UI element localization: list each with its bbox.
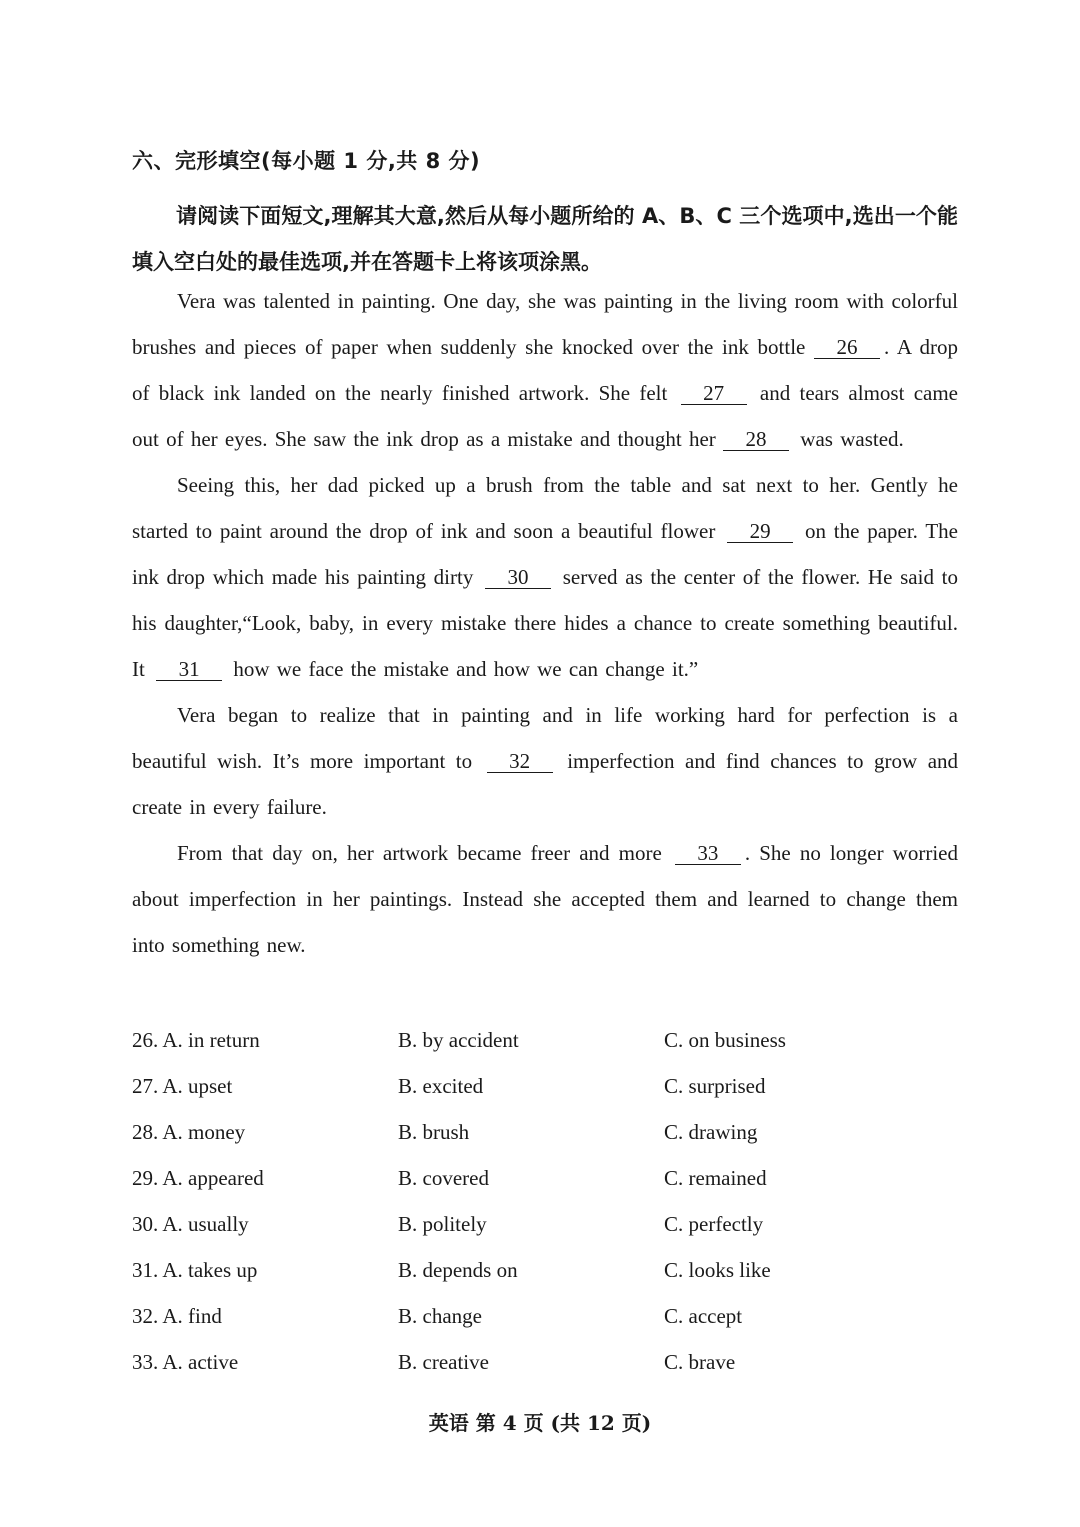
- option-row-31: [132, 1247, 958, 1293]
- blank-27: 27: [681, 382, 747, 405]
- passage-text: Vera began to realize that in painting and in life working hard for perfection is a beautiful wish. It’s more important to: [132, 703, 958, 773]
- passage-text: From that day on, her artwork became freer and more: [177, 841, 662, 865]
- option-b: B. change: [398, 1304, 482, 1328]
- option-a: 27. A. upset: [132, 1074, 233, 1098]
- option-b: B. creative: [398, 1350, 489, 1374]
- option-a: 30. A. usually: [132, 1212, 249, 1236]
- option-b: B. politely: [398, 1212, 487, 1236]
- option-c: C. drawing: [664, 1120, 758, 1144]
- option-c: C. accept: [664, 1304, 743, 1328]
- blank-32: 32: [487, 750, 553, 773]
- option-row-27: [132, 1063, 958, 1109]
- blank-26: 26: [814, 336, 880, 359]
- passage-text: and tears almost came out of her eyes. She saw the ink drop as a mistake and thought her: [132, 381, 959, 451]
- option-row-28: [132, 1109, 958, 1155]
- option-b: B. brush: [398, 1120, 470, 1144]
- blank-29: 29: [727, 520, 793, 543]
- option-c: C. looks like: [664, 1258, 771, 1282]
- option-b: B. excited: [398, 1074, 484, 1098]
- blank-33: 33: [675, 842, 741, 865]
- option-a: 26. A. in return: [132, 1028, 260, 1052]
- blank-31: 31: [156, 658, 222, 681]
- passage-text: Seeing this, her dad picked up a brush from the table and sat next to her. Gently he started to paint around the drop of ink and soon a beautiful flower: [132, 473, 958, 543]
- answer-options: [132, 1017, 958, 1385]
- passage-text: on the paper. The ink drop which made his painting dirty: [132, 519, 958, 589]
- option-a: 31. A. takes up: [132, 1258, 258, 1282]
- passage-text: . She no longer worried about imperfection in her paintings. Instead she accepted them and learned to change them into something new.: [132, 841, 958, 957]
- option-b: B. by accident: [398, 1028, 519, 1052]
- passage-text: . A drop of black ink landed on the nearly finished artwork. She felt: [132, 335, 959, 405]
- section-instructions: 请阅读下面短文,理解其大意,然后从每小题所给的 A、B、C 三个选项中,选出一个能填入空白处的最佳选项,并在答题卡上将该项涂黑。: [132, 204, 958, 274]
- passage-paragraph-4: [132, 830, 958, 968]
- passage-paragraph-2: [132, 462, 958, 692]
- option-row-26: [132, 1017, 958, 1063]
- option-c: C. perfectly: [664, 1212, 764, 1236]
- blank-30: 30: [485, 566, 551, 589]
- option-a: 33. A. active: [132, 1350, 239, 1374]
- option-row-30: [132, 1201, 958, 1247]
- option-row-33: [132, 1339, 958, 1385]
- passage-text: imperfection and find chances to grow and create in every failure.: [132, 749, 959, 819]
- option-row-32: [132, 1293, 958, 1339]
- passage-text: served as the center of the flower. He said to his daughter,“Look, baby, in every mistake there hides a chance to create something beautiful. It: [132, 565, 958, 681]
- option-c: C. brave: [664, 1350, 736, 1374]
- page-footer: 英语 第 4 页 (共 12 页): [428, 1411, 652, 1435]
- option-c: C. surprised: [664, 1074, 766, 1098]
- option-b: B. covered: [398, 1166, 489, 1190]
- passage-paragraph-1: [132, 278, 958, 462]
- option-a: 28. A. money: [132, 1120, 246, 1144]
- option-a: 29. A. appeared: [132, 1166, 264, 1190]
- passage-paragraph-3: [132, 692, 958, 830]
- section-title: 六、完形填空(每小题 1 分,共 8 分): [132, 149, 481, 173]
- option-b: B. depends on: [398, 1258, 518, 1282]
- option-c: C. remained: [664, 1166, 767, 1190]
- option-a: 32. A. find: [132, 1304, 222, 1328]
- cloze-passage: [132, 278, 958, 968]
- option-row-29: [132, 1155, 958, 1201]
- passage-text: Vera was talented in painting. One day, she was painting in the living room with colorful brushes and pieces of paper when suddenly she knocked over the ink bottle: [132, 289, 958, 359]
- passage-text: how we face the mistake and how we can change it.”: [233, 657, 699, 681]
- passage-text: was wasted.: [800, 427, 904, 451]
- option-c: C. on business: [664, 1028, 786, 1052]
- blank-28: 28: [723, 428, 789, 451]
